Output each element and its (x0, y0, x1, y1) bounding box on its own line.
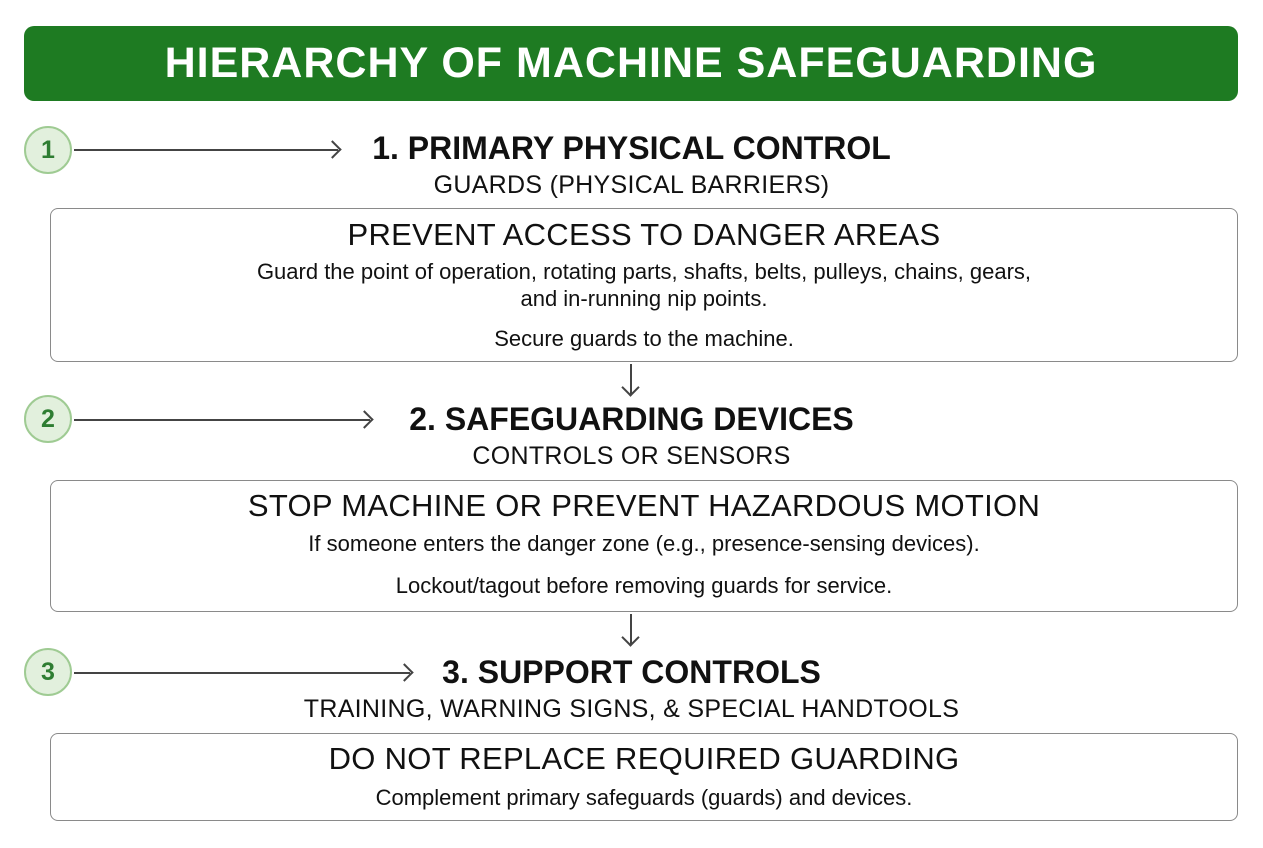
level-1-box-line-3: Secure guards to the machine. (494, 326, 794, 351)
flow-arrow-2-to-3 (630, 614, 632, 644)
diagram-title: HIERARCHY OF MACHINE SAFEGUARDING (164, 39, 1098, 87)
level-2-box-line-2: Lockout/tagout before removing guards for service. (395, 573, 893, 598)
level-2-box-headline: STOP MACHINE OR PREVENT HAZARDOUS MOTION (247, 488, 1041, 523)
level-1-box-line-1: Guard the point of operation, rotating parts, shafts, belts, pulleys, chains, gears, (256, 259, 1032, 284)
level-1-subheading: GUARDS (PHYSICAL BARRIERS) (433, 171, 830, 199)
arrow-down-icon (621, 378, 639, 396)
title-banner (24, 26, 1238, 101)
level-1-heading: 1. PRIMARY PHYSICAL CONTROL (372, 130, 891, 166)
level-3-heading: 3. SUPPORT CONTROLS (442, 654, 821, 690)
level-3-number: 3 (41, 657, 55, 686)
level-3-box-line-1: Complement primary safeguards (guards) and devices. (375, 785, 913, 810)
level-2-heading: 2. SAFEGUARDING DEVICES (409, 401, 854, 437)
level-1-box-line-2: and in-running nip points. (520, 286, 768, 311)
level-1-box (50, 208, 1238, 362)
level-2-box (50, 480, 1238, 612)
flow-arrow-1-to-2 (630, 364, 632, 394)
level-2-number: 2 (41, 404, 55, 433)
level-3-subheading: TRAINING, WARNING SIGNS, & SPECIAL HANDTOOLS (303, 695, 960, 723)
level-1-box-headline: PREVENT ACCESS TO DANGER AREAS (347, 217, 941, 252)
level-3-box (50, 733, 1238, 821)
arrow-down-icon (621, 628, 639, 646)
level-3-box-headline: DO NOT REPLACE REQUIRED GUARDING (328, 741, 960, 776)
level-2-box-line-1: If someone enters the danger zone (e.g., presence-sensing devices). (308, 531, 980, 556)
level-2-subheading: CONTROLS OR SENSORS (472, 442, 791, 470)
level-1-number: 1 (41, 135, 55, 164)
